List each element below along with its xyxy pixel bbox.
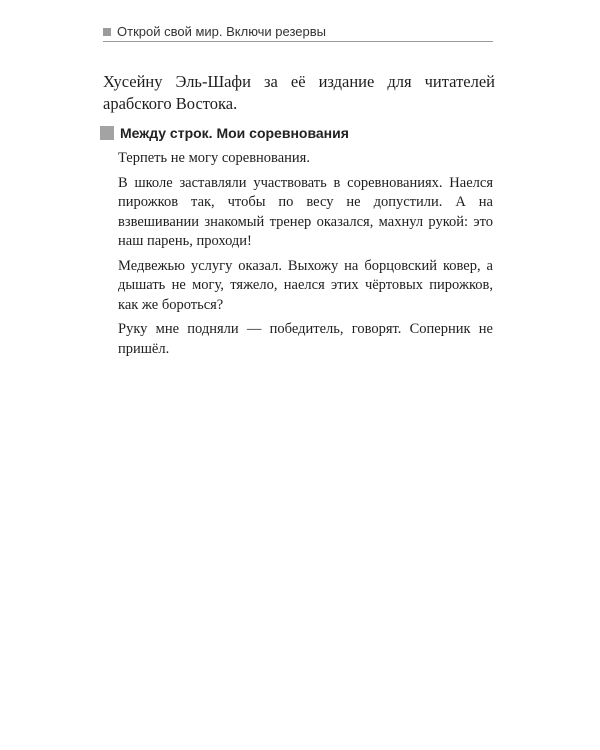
paragraph-1: Терпеть не могу соревнования. (118, 150, 310, 166)
section-marker-icon (100, 126, 114, 140)
section-body (118, 149, 493, 364)
paragraph-2: В школе заставляли участвовать в соревнованиях. Наелся пирожков так, чтобы по весу не допустили. А на взвешивании знакомый тренер оказался, махнул рукой: это наш парень, проходи! (118, 174, 493, 249)
intro-paragraph: Хусейну Эль-Шафи за её издание для читателей арабского Востока. (103, 72, 495, 113)
running-head-title: Открой свой мир. Включи резервы (117, 23, 327, 39)
intro-paragraph-block (103, 71, 495, 115)
running-head (103, 21, 493, 42)
section-title: Между строк. Мои соревнования (120, 125, 349, 141)
paragraph-3: Медвежью услугу оказал. Выхожу на борцовский ковер, а дышать не могу, тяжело, наелся этих чёртовых пирожков, как же бороться? (118, 257, 493, 313)
paragraph-4: Руку мне подняли — победитель, говорят. Соперник не пришёл. (118, 321, 493, 357)
section-heading (100, 125, 349, 141)
square-bullet-icon (103, 28, 111, 36)
